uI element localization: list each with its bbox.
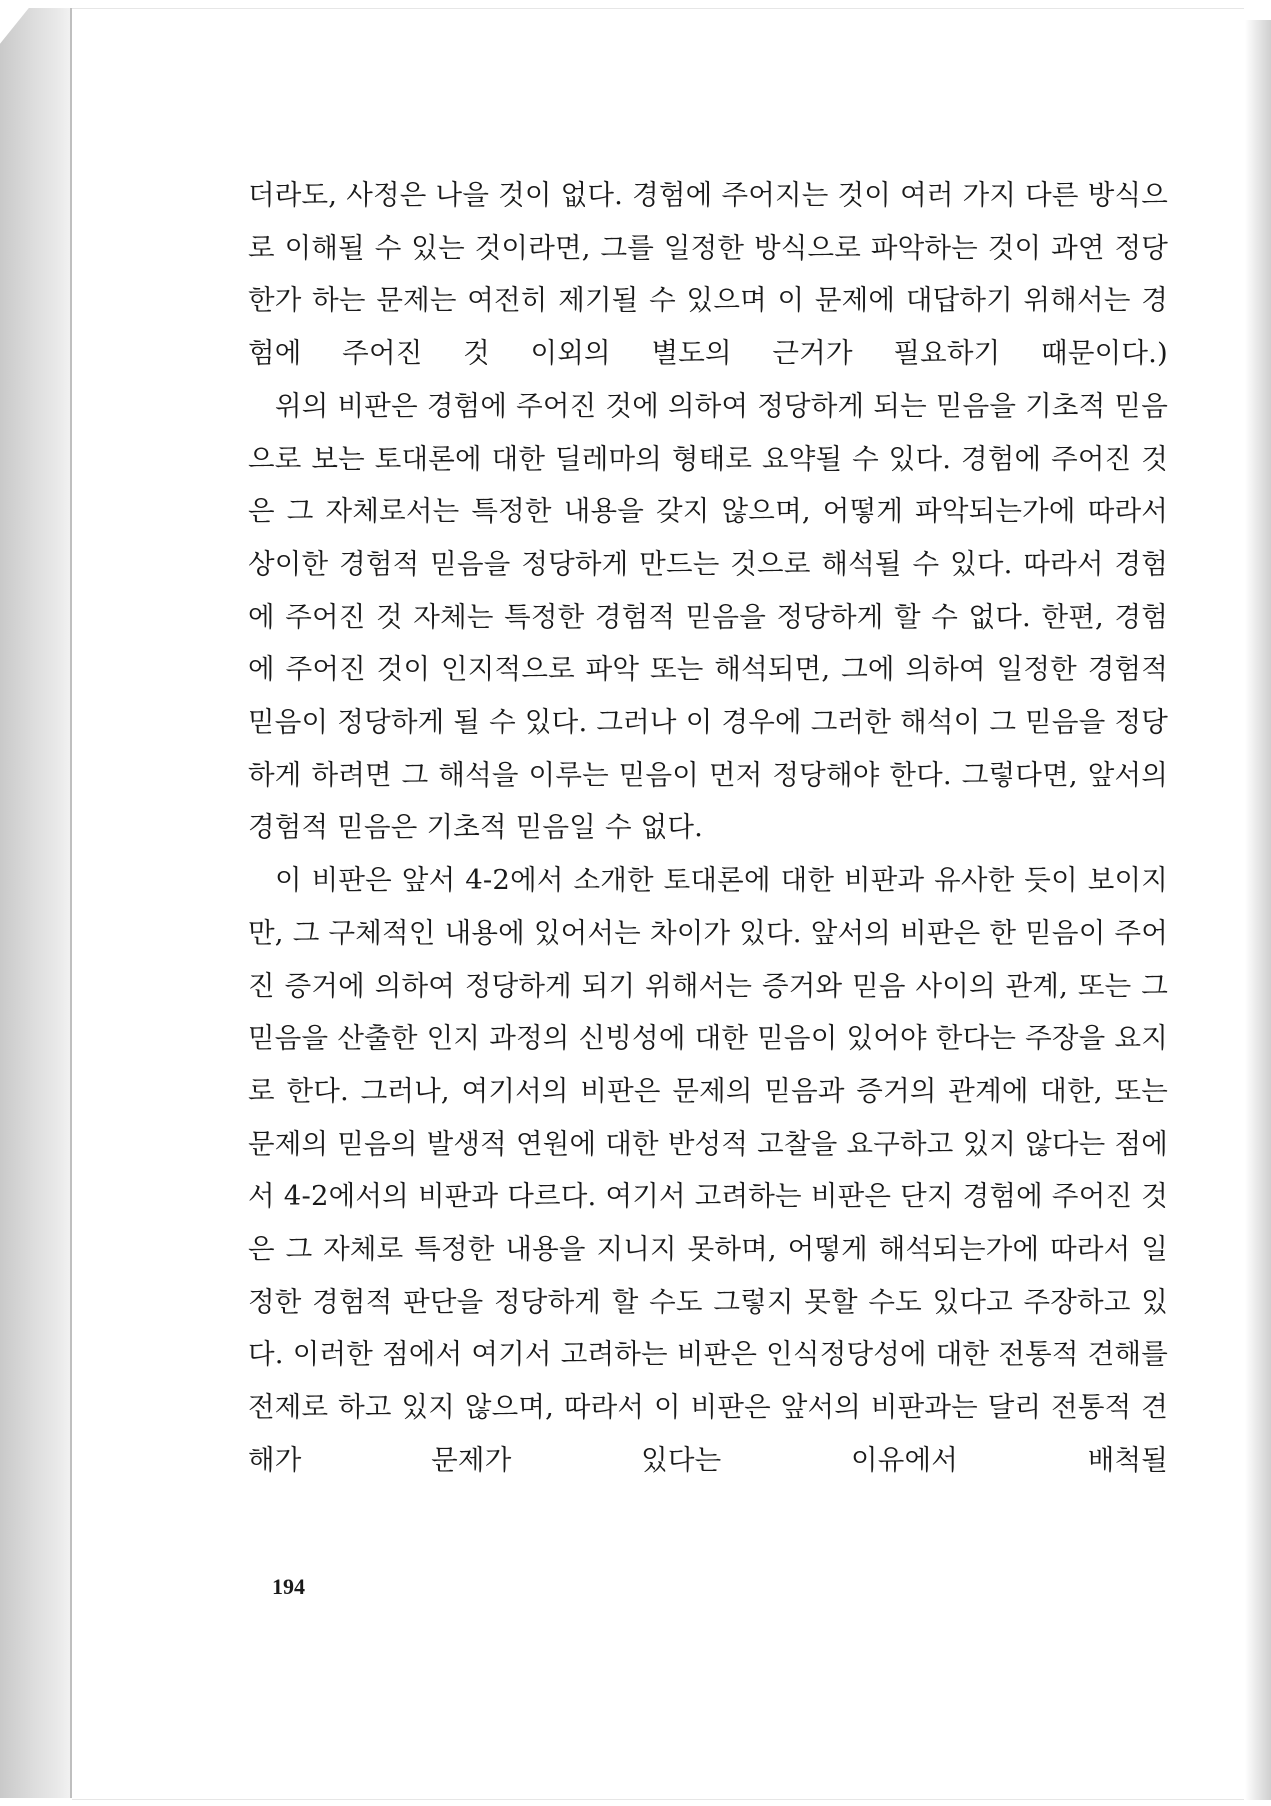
book-page: [72, 8, 1244, 1800]
page-number: 194: [272, 1574, 305, 1599]
page-edge-shadow: [1245, 20, 1271, 1800]
paragraph-2: 위의 비판은 경험에 주어진 것에 의하여 정당하게 되는 믿음을 기초적 믿음으로 보는 토대론에 대한 딜레마의 형태로 요약될 수 있다. 경험에 주어진 것은 그 자체로서는 특정한 내용을 갖지 않으며, 어떻게 파악되는가에 따라서 상이한 경험적 믿음을 정당하게 만드는 것으로 해석될 수 있다. 따라서 경험에 주어진 것 자체는 특정한 경험적 믿음을 정당하게 할 수 없다. 한편, 경험에 주어진 것이 인지적으로 파악 또는 해석되면, 그에 의하여 일정한 경험적 믿음이 정당하게 될 수 있다. 그러나 이 경우에 그러한 해석이 그 믿음을 정당하게 하려면 그 해석을 이루는 믿음이 먼저 정당해야 한다. 그렇다면, 앞서의 경험적 믿음은 기초적 믿음일 수 없다.: [248, 389, 1168, 844]
body-text: [248, 169, 1168, 1487]
paragraph-1: 더라도, 사정은 나을 것이 없다. 경험에 주어지는 것이 여러 가지 다른 방식으로 이해될 수 있는 것이라면, 그를 일정한 방식으로 파악하는 것이 과연 정당한가 하는 문제는 여전히 제기될 수 있으며 이 문제에 대답하기 위해서는 경험에 주어진 것 이외의 별도의 근거가 필요하기 때문이다.): [248, 179, 1168, 370]
book-spine: [0, 8, 72, 1798]
paragraph-3: 이 비판은 앞서 4-2에서 소개한 토대론에 대한 비판과 유사한 듯이 보이지만, 그 구체적인 내용에 있어서는 차이가 있다. 앞서의 비판은 한 믿음이 주어진 증거에 의하여 정당하게 되기 위해서는 증거와 믿음 사이의 관계, 또는 그 믿음을 산출한 인지 과정의 신빙성에 대한 믿음이 있어야 한다는 주장을 요지로 한다. 그러나, 여기서의 비판은 문제의 믿음과 증거의 관계에 대한, 또는 문제의 믿음의 발생적 연원에 대한 반성적 고찰을 요구하고 있지 않다는 점에서 4-2에서의 비판과 다르다. 여기서 고려하는 비판은 단지 경험에 주어진 것은 그 자체로 특정한 내용을 지니지 못하며, 어떻게 해석되는가에 따라서 일정한 경험적 판단을 정당하게 할 수도 그렇지 못할 수도 있다고 주장하고 있다. 이러한 점에서 여기서 고려하는 비판은 인식정당성에 대한 전통적 견해를 전제로 하고 있지 않으며, 따라서 이 비판은 앞서의 비판과는 달리 전통적 견해가 문제가 있다는 이유에서 배척될: [248, 864, 1168, 1476]
